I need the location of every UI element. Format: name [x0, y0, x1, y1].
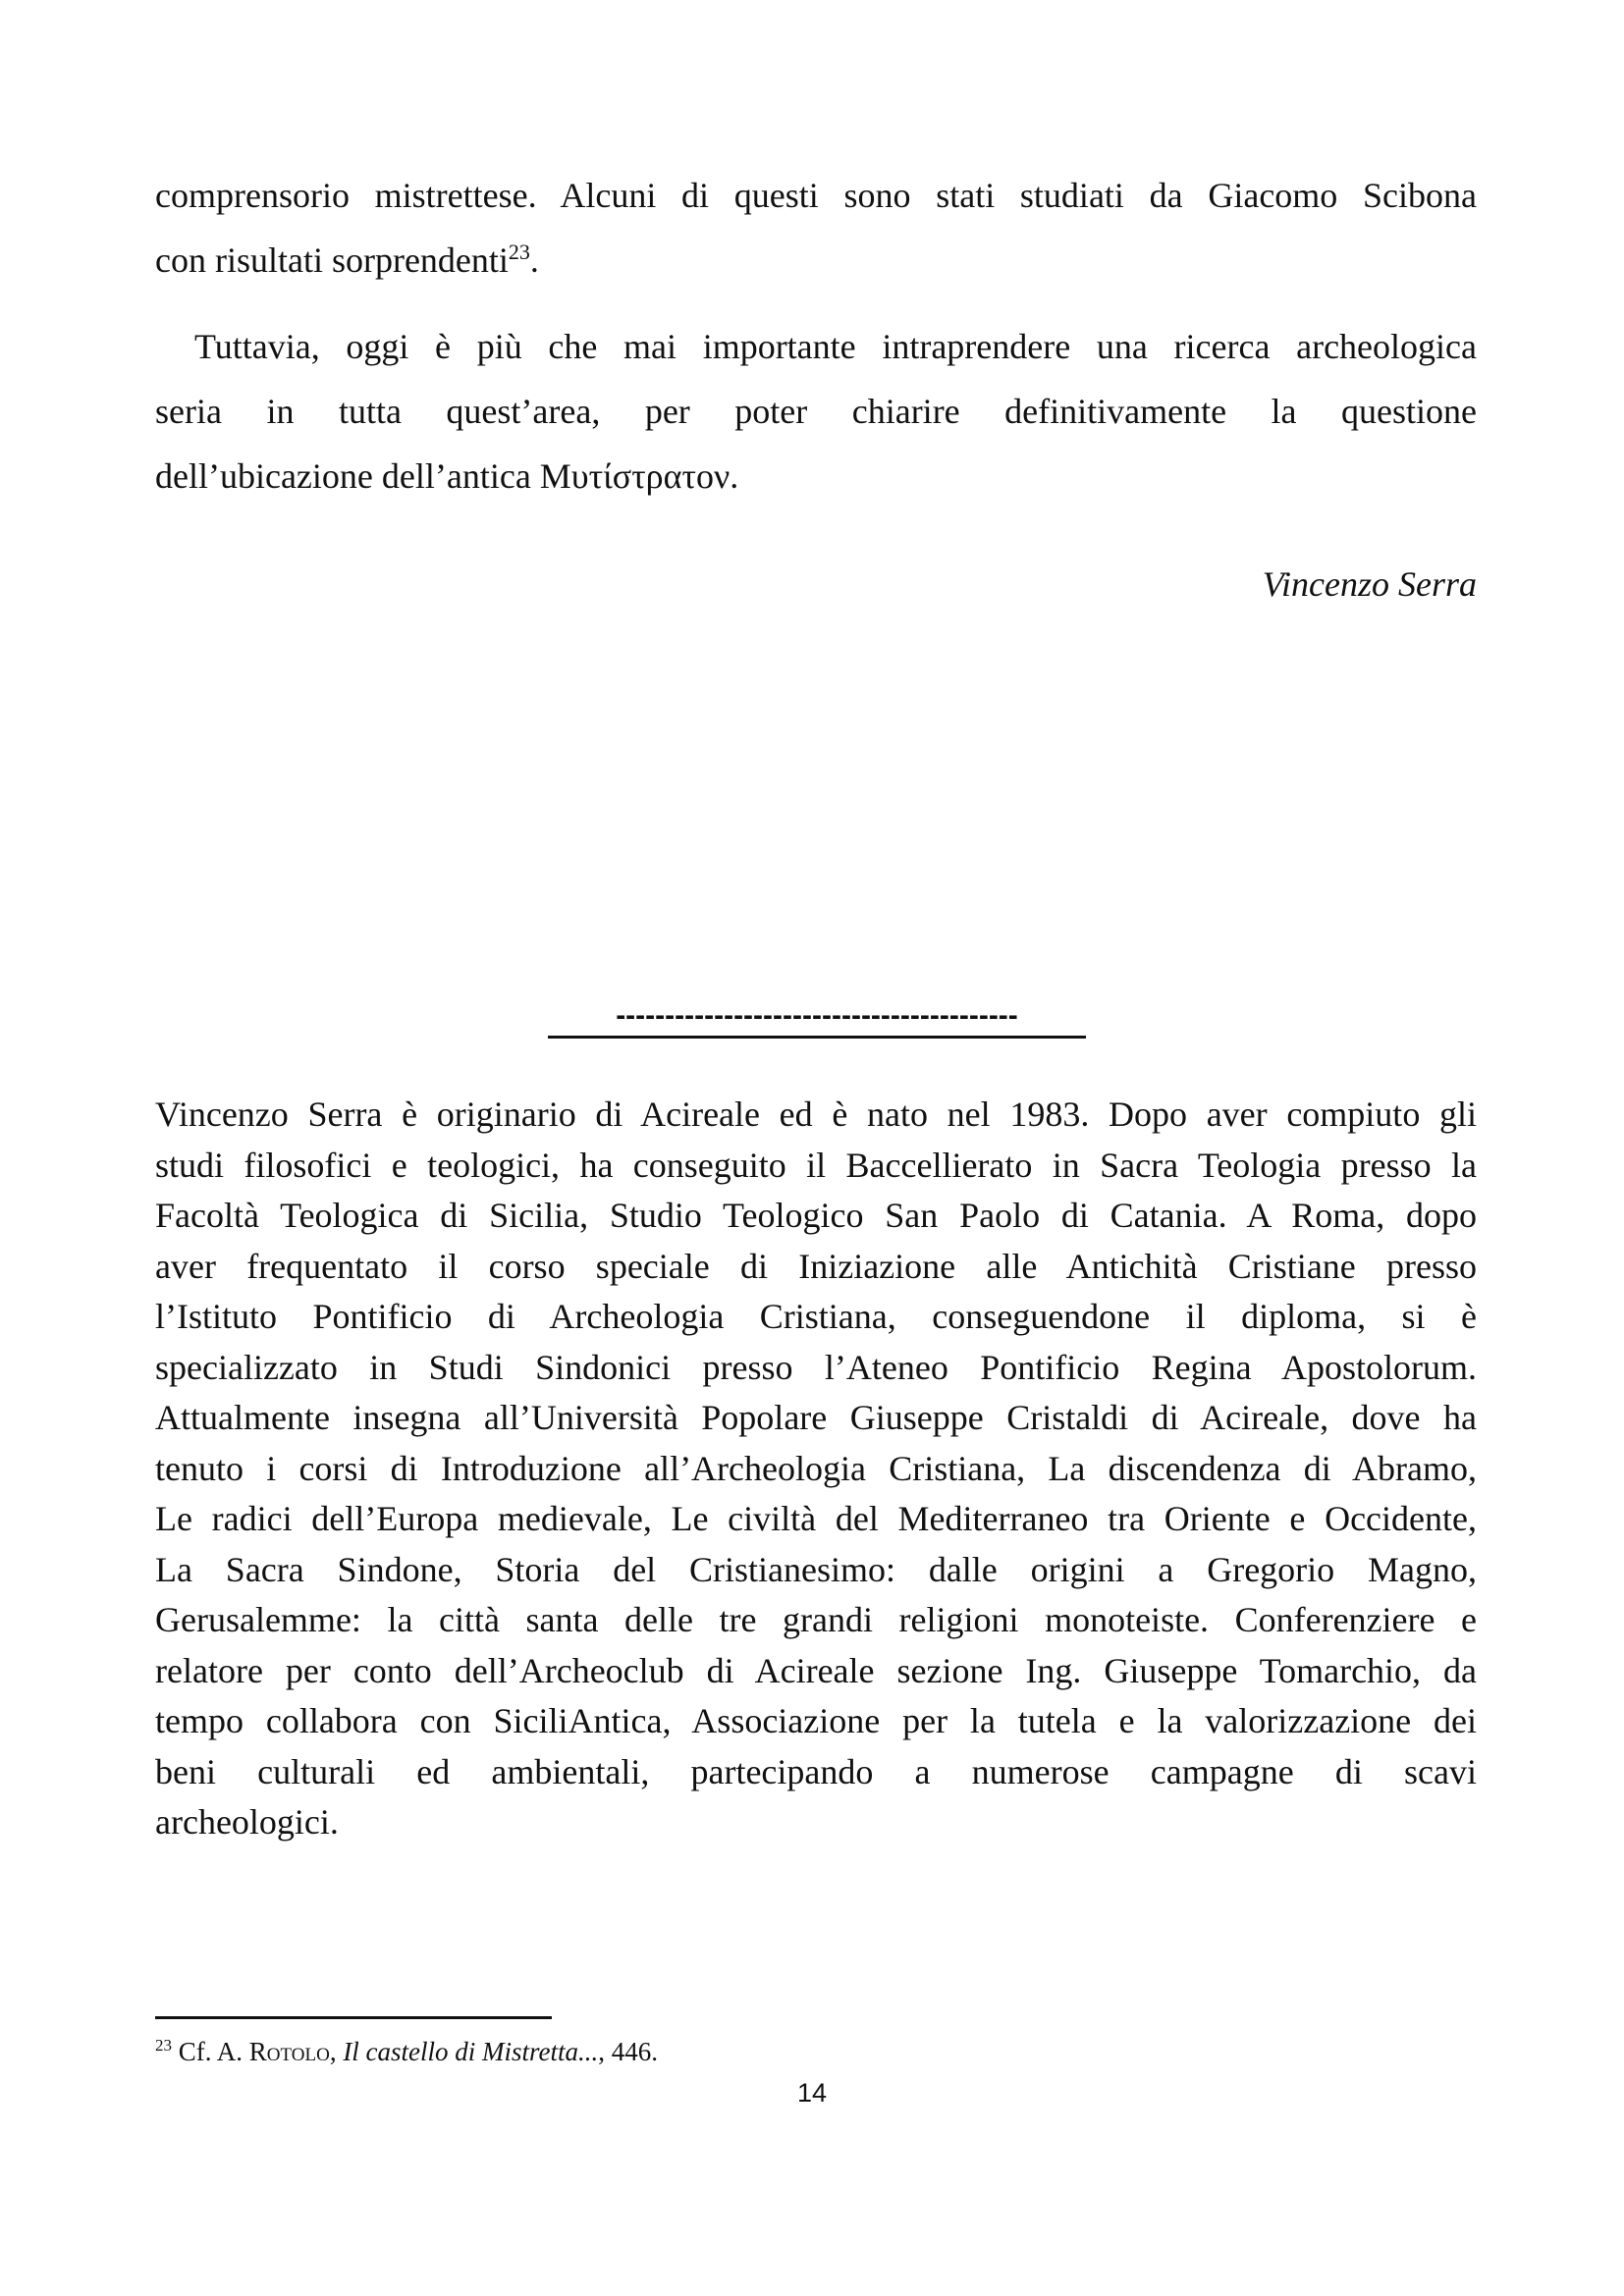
- footnote: [155, 2034, 658, 2069]
- footnote-title: Il castello di Mistretta...: [343, 2037, 599, 2066]
- footnote-suffix: , 446.: [598, 2037, 659, 2066]
- paragraph-text: con risultati sorprendenti: [155, 240, 509, 280]
- paragraph-line: Tuttavia, oggi è più che mai importante intraprendere una ricerca archeologica: [194, 327, 1477, 366]
- paragraph-text: .: [529, 240, 539, 280]
- section-separator: -----------------------------------------: [616, 999, 1018, 1032]
- footnote-author: Rotolo: [248, 2037, 330, 2066]
- bio-line: Attualmente insegna all’Università Popolare Giuseppe Cristaldi di Acireale, dove ha: [155, 1398, 1477, 1437]
- bio-line: studi filosofici e teologici, ha conseguito il Baccellierato in Sacra Teologia presso la: [155, 1145, 1477, 1185]
- bio-line: aver frequentato il corso speciale di Iniziazione alle Antichità Cristiane presso: [155, 1246, 1477, 1286]
- bio-line: tenuto i corsi di Introduzione all’Archeologia Cristiana, La discendenza di Abramo,: [155, 1448, 1477, 1488]
- page-number: 14: [796, 2078, 828, 2108]
- footnote-separator: ,: [329, 2037, 344, 2066]
- paragraph-continuation: [155, 163, 1477, 293]
- separator-underline: [548, 1036, 1086, 1039]
- bio-line: beni culturali ed ambientali, partecipando a numerose campagne di scavi: [155, 1751, 1477, 1791]
- footnote-number: 23: [155, 2036, 172, 2055]
- bio-line: archeologici.: [155, 1802, 339, 1842]
- footnote-divider: [155, 2016, 552, 2019]
- paragraph-conclusion: [155, 314, 1477, 508]
- bio-line: La Sacra Sindone, Storia del Cristianesimo: dalle origini a Gregorio Magno,: [155, 1549, 1477, 1589]
- bio-line: Facoltà Teologica di Sicilia, Studio Teologico San Paolo di Catania. A Roma, dopo: [155, 1196, 1477, 1235]
- bio-line: Vincenzo Serra è originario di Acireale ed è nato nel 1983. Dopo aver compiuto gli: [155, 1095, 1477, 1134]
- paragraph-line: seria in tutta quest’area, per poter chiarire definitivamente la questione: [155, 392, 1477, 431]
- footnote-prefix: Cf. A.: [172, 2037, 249, 2066]
- author-signature: Vincenzo Serra: [1262, 564, 1477, 604]
- bio-line: tempo collabora con SiciliAntica, Associazione per la tutela e la valorizzazione dei: [155, 1701, 1477, 1740]
- bio-line: l’Istituto Pontificio di Archeologia Cristiana, conseguendone il diploma, si è: [155, 1297, 1477, 1336]
- bio-line: relatore per conto dell’Archeoclub di Acireale sezione Ing. Giuseppe Tomarchio, da: [155, 1650, 1477, 1690]
- footnote-reference[interactable]: 23: [508, 240, 530, 264]
- bio-line: Le radici dell’Europa medievale, Le civiltà del Mediterraneo tra Oriente e Occidente,: [155, 1499, 1477, 1538]
- bio-line: specializzato in Studi Sindonici presso l’Ateneo Pontificio Regina Apostolorum.: [155, 1347, 1477, 1387]
- bio-line: Gerusalemme: la città santa delle tre grandi religioni monoteiste. Conferenziere e: [155, 1600, 1477, 1639]
- paragraph-line: comprensorio mistrettese. Alcuni di questi sono stati studiati da Giacomo Scibona: [155, 176, 1477, 215]
- paragraph-line: [155, 228, 1477, 293]
- paragraph-line: dell’ubicazione dell’antica Μυτίστρατον.: [155, 456, 739, 496]
- author-biography: [155, 1090, 1477, 1848]
